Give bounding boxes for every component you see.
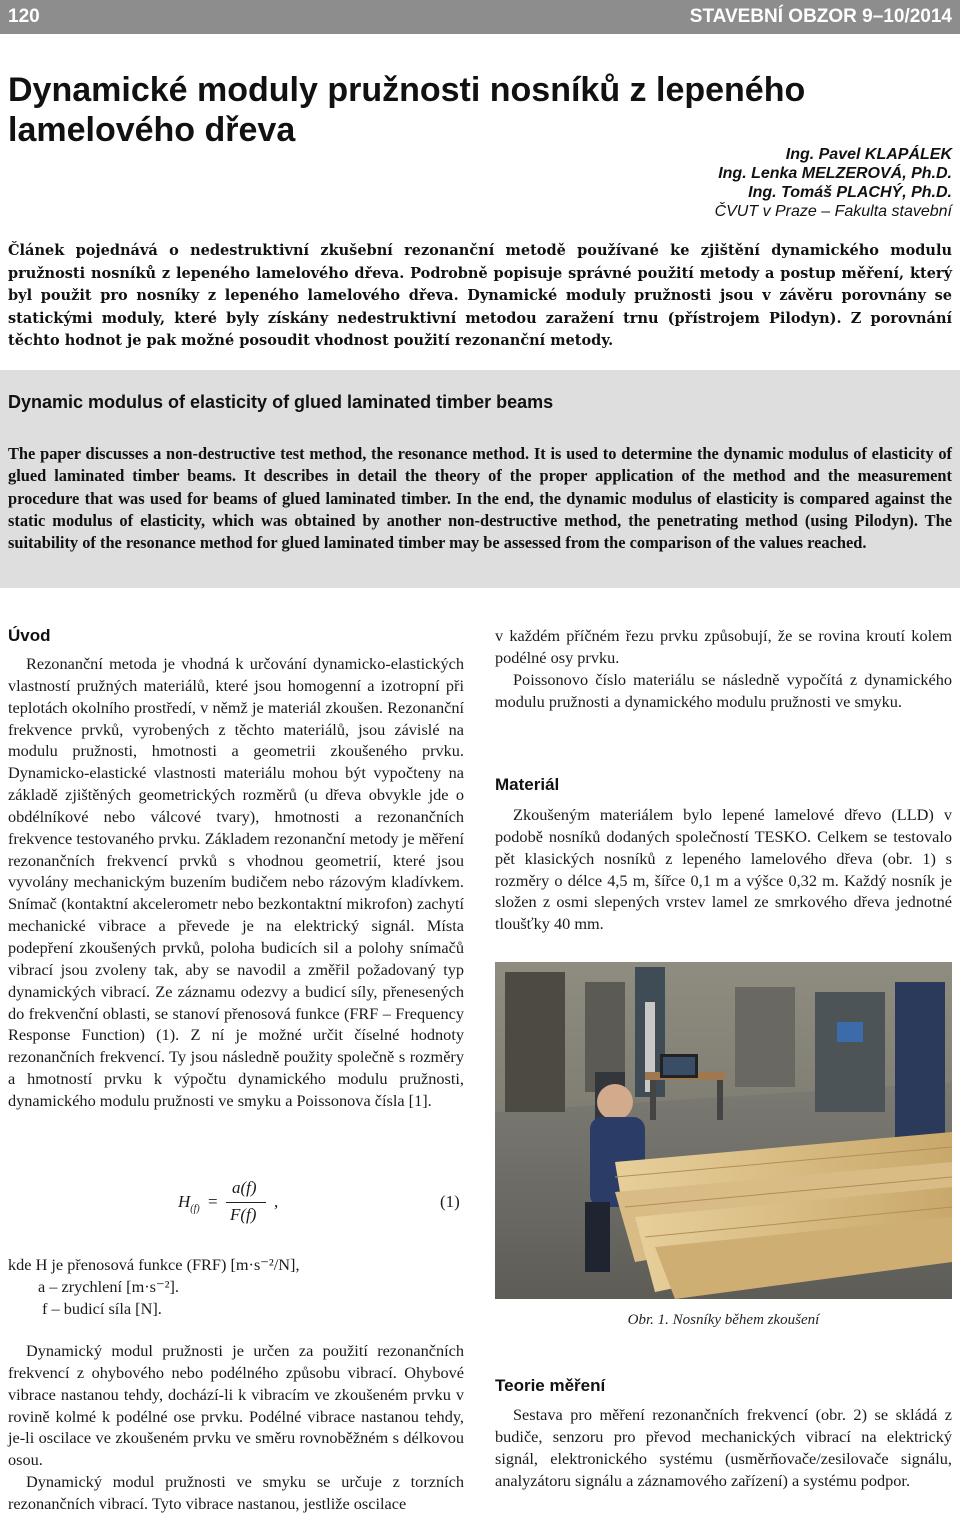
equation-number: (1) (440, 1192, 460, 1211)
heading-teorie: Teorie měření (495, 1376, 606, 1395)
author-1: Ing. Pavel KLAPÁLEK (785, 146, 952, 163)
figure-1-photo (495, 962, 952, 1299)
paragraph-shear-modulus: Dynamický modul pružnosti ve smyku se určuje z torzních rezonančních vibrací. Tyto vibrace nastanou, jestliže oscilace (8, 1472, 464, 1513)
left-column-text-2 (8, 1340, 464, 1515)
equation-1 (0, 1178, 470, 1228)
abstract-czech: Článek pojednává o nedestruktivní zkušební rezonanční metodě používané ke zjištění dynamického modulu pružnosti nosníků z lepeného lamelového dřeva. Podrobně popisuje správné použití metody a postup měření, který byl použit pro nosníky z lepeného lamelového dřeva. Dynamické moduly pružnosti jsou v závěru porovnány se statickými moduly, které byly získány nedestruktivní metodou zaražení trnu (přístrojem Pilodyn). Z porovnání těchto hodnot je pak možné posoudit vhodnost použití rezonanční metody. (8, 242, 952, 350)
heading-uvod: Úvod (8, 626, 51, 645)
paragraph-dynamic-modulus: Dynamický modul pružnosti je určen za použití rezonančních frekvencí z ohybového nebo podélného způsobu vibrací. Ohybové vibrace nastanou tehdy, dochází-li k vibracím ve zkoušeném prvku v rovině kolmé k podélné ose prvku. Podélné vibrace nastanou tehdy, je-li oscilace ve zkoušeném prvku ve směru rovnoběžném s délkovou osou. (8, 1341, 464, 1470)
fraction-bar (226, 1202, 266, 1203)
equation-numerator: a(f) (232, 1178, 257, 1197)
journal-name: STAVEBNÍ OBZOR 9–10/2014 (689, 6, 952, 27)
left-column-text-1 (8, 653, 464, 1112)
definition-a: a – zrychlení [m·s⁻²]. (38, 1276, 179, 1296)
right-column-text-3 (495, 1404, 952, 1491)
equation-denominator: F(f) (230, 1205, 257, 1224)
article-title: Dynamické moduly pružnosti nosníků z lepeného lamelového dřeva (8, 71, 806, 149)
abstract-english: The paper discusses a non-destructive test method, the resonance method. It is used to determine the dynamic modulus of elasticity of glued laminated timber beams. It describes in detail the theory of the proper application of the method and the measurement procedure that was used for beams of glued laminated timber. In the end, the dynamic modulus of elasticity is compared against the static modulus of elasticity, which was obtained by another non-destructive method, the penetrating method (using Pilodyn). The suitability of the resonance method for glued laminated timber may be assessed from the comparison of the values reached. (8, 444, 952, 553)
lab-photo-illustration (495, 962, 952, 1299)
affiliation: ČVUT v Praze – Fakulta stavební (714, 203, 952, 220)
right-column-text-1 (495, 625, 952, 712)
equation-lhs: $H_{(f)}$ (178, 1192, 200, 1215)
header-bar (0, 0, 960, 34)
equation-equals: = (208, 1192, 218, 1211)
heading-material: Materiál (495, 775, 560, 794)
definitions (8, 1254, 464, 1320)
figure-1-caption: Obr. 1. Nosníky během zkoušení (627, 1312, 820, 1328)
paragraph-teorie: Sestava pro měření rezonančních frekvencí (obr. 2) se skládá z budiče, senzoru pro převod mechanických vibrací na elektrický signál, elektronického systému (usměrňovače/zesilovače signálu, analyzátoru signálu a záznamového zařízení) a systému podpor. (495, 1405, 952, 1490)
equation-comma: , (274, 1192, 279, 1211)
paragraph-poisson: Poissonovo číslo materiálu se následně vypočítá z dynamického modulu pružnosti a dynamického modulu pružnosti ve smyku. (495, 669, 952, 711)
author-block (715, 145, 952, 221)
page-number: 120 (8, 6, 40, 27)
right-column-text-2 (495, 804, 952, 935)
definition-f: f – budicí síla [N]. (42, 1298, 162, 1318)
paragraph-continuation: v každém příčném řezu prvku způsobují, že se rovina kroutí kolem podélné osy prvku. (495, 626, 952, 667)
author-2: Ing. Lenka MELZEROVÁ, Ph.D. (718, 165, 952, 182)
paragraph-material: Zkoušeným materiálem bylo lepené lamelové dřevo (LLD) v podobě nosníků dodaných společností TESKO. Celkem se testovalo pět klasických nosníků z lepeného lamelového dřeva (obr. 1) s rozměry o délce 4,5 m, šířce 0,1 m a výšce 0,32 m. Každý nosník je složen z osmi slepených vrstev lamel ze smrkového dřeva jednotné tloušťky 40 mm. (495, 805, 952, 934)
author-3: Ing. Tomáš PLACHÝ, Ph.D. (748, 184, 952, 201)
definition-h: kde H je přenosová funkce (FRF) [m·s⁻²/N], (8, 1255, 300, 1274)
paragraph-intro: Rezonanční metoda je vhodná k určování dynamicko-elastických vlastností pružných materiálů, které jsou homogenní a izotropní při teplotách okolního prostředí, v němž je materiál zkoušen. Rezonanční frekvence prvků, vyrobených z těchto materiálů, jsou závislé na modulu pružnosti, hmotnosti a geometrii zkoušeného prvku. Dynamicko-elastické vlastnosti materiálu mohou být vypočteny na základě zjištěných geometrických rozměrů (u dřeva obvykle jde o obdélníkové nebo válcové tvary), hmotnosti a rezonančních frekvence testovaného prvku. Základem rezonanční metody je měření rezonančních frekvencí prvků s vhodnou geometrií, které jsou vyvolány mechanickým buzením budičem nebo rázovým kladívkem. Snímač (kontaktní akcelerometr nebo bezkontaktní mikrofon) zachytí mechanické vibrace a převede je na elektrický signál. Místa podepření zkoušených prvků, poloha budicích sil a polohy snímačů vibrací jsou zvoleny tak, aby se navodil a změřil požadovaný typ dynamických vibrací. Ze záznamu odezvy a budicí síly, přenesených do frekvenční oblasti, se stanoví přenosová funkce (FRF – Frequency Response Function) (1). Z ní je možné určit číselné hodnoty rezonančních frekvencí. Ty jsou následně použity společně s rozměry a hmotností prvku k výpočtu dynamického modulu pružnosti, dynamického modulu pružnosti ve smyku a Poissonova čísla [1]. (8, 654, 464, 1110)
english-title: Dynamic modulus of elasticity of glued laminated timber beams (8, 392, 554, 412)
